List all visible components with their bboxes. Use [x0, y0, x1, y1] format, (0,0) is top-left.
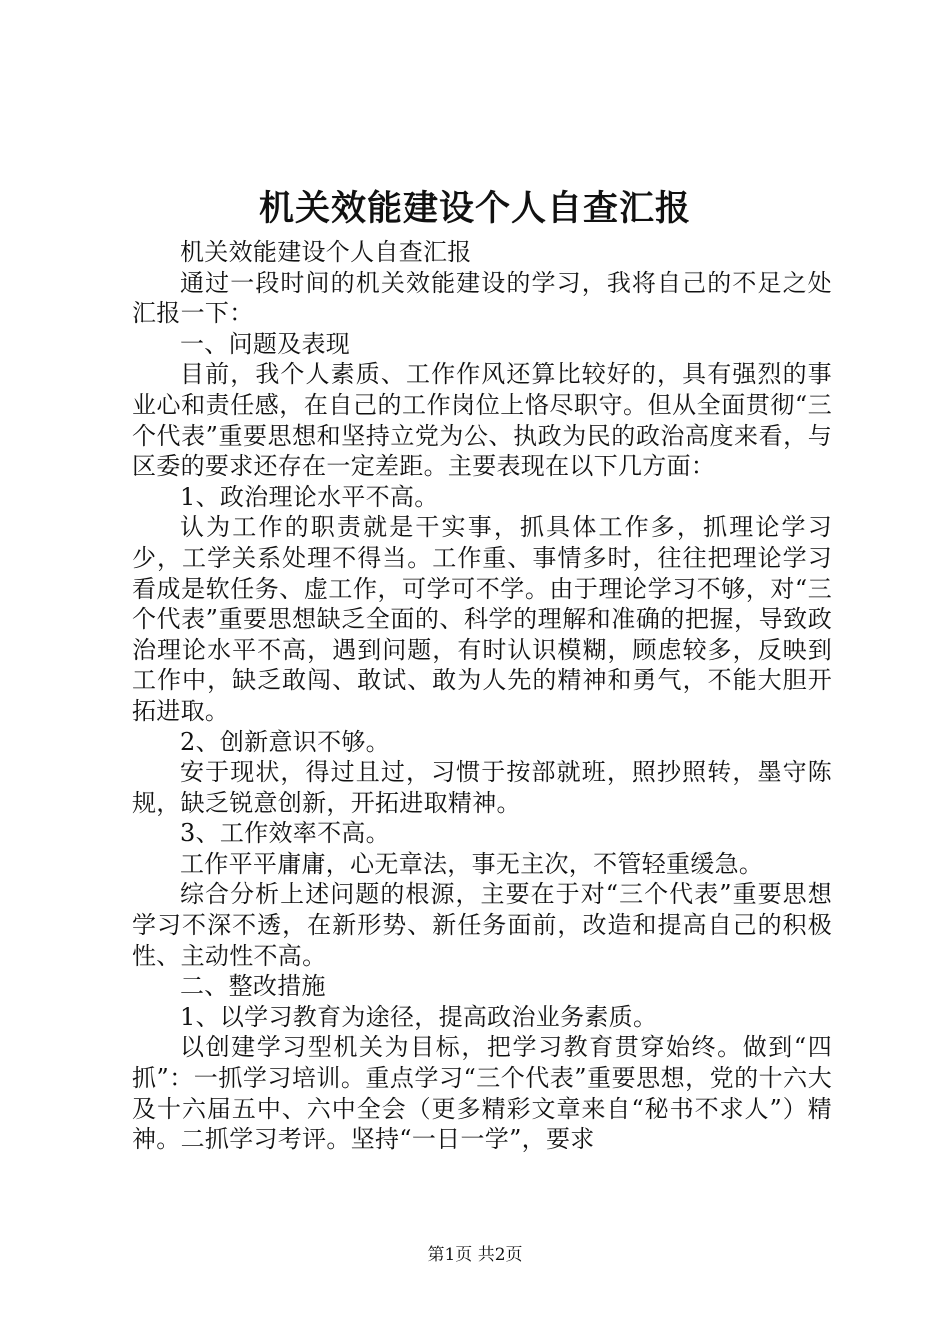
- subsection-heading: 1、政治理论水平不高。: [180, 482, 439, 511]
- paragraph: 通过一段时间的机关效能建设的学习，我将自己的不足之处汇报一下：: [132, 268, 832, 328]
- paragraph: 工作平平庸庸，心无章法，事无主次，不管轻重缓急。: [180, 849, 764, 878]
- paragraph: 综合分析上述问题的根源，主要在于对“三个代表”重要思想学习不深不透，在新形势、新任务面前，改造和提高自己的积极性、主动性不高。: [132, 880, 832, 970]
- section-heading: 二、整改措施: [180, 972, 326, 1001]
- paragraph: 以创建学习型机关为目标，把学习教育贯穿始终。做到“四抓”：一抓学习培训。重点学习“三个代表”重要思想，党的十六大及十六届五中、六中全会（更多精彩文章来自“秘书不求人”）精神。二抓学习考评。坚持“一日一学”，要求: [132, 1033, 832, 1154]
- page-footer: 第1页 共2页: [427, 1245, 523, 1265]
- subsection-heading: 3、工作效率不高。: [180, 819, 390, 848]
- paragraph: 安于现状，得过且过，习惯于按部就班，照抄照转，墨守陈规，缺乏锐意创新，开拓进取精神。: [132, 758, 832, 817]
- document-title: 机关效能建设个人自查汇报: [258, 188, 691, 229]
- section-heading: 一、问题及表现: [180, 329, 351, 358]
- paragraph: 机关效能建设个人自查汇报: [180, 238, 472, 266]
- paragraph: 认为工作的职责就是干实事，抓具体工作多，抓理论学习少，工学关系处理不得当。工作重、事情多时，往往把理论学习看成是软任务、虚工作，可学可不学。由于理论学习不够，对“三个代表”重要思想缺乏全面的、科学的理解和准确的把握，导致政治理论水平不高，遇到问题，有时认识模糊，顾虑较多，反映到工作中，缺乏敢闯、敢试、敢为人先的精神和勇气，不能大胆开拓进取。: [132, 513, 832, 725]
- subsection-heading: 1、以学习教育为途径，提高政治业务素质。: [180, 1002, 658, 1031]
- paragraph: 目前，我个人素质、工作作风还算比较好的，具有强烈的事业心和责任感，在自己的工作岗位上恪尽职守。但从全面贯彻“三个代表”重要思想和坚持立党为公、执政为民的政治高度来看，与区委的要求还存在一定差距。主要表现在以下几方面：: [132, 360, 832, 481]
- document-body: [132, 237, 832, 1155]
- subsection-heading: 2、创新意识不够。: [180, 727, 390, 756]
